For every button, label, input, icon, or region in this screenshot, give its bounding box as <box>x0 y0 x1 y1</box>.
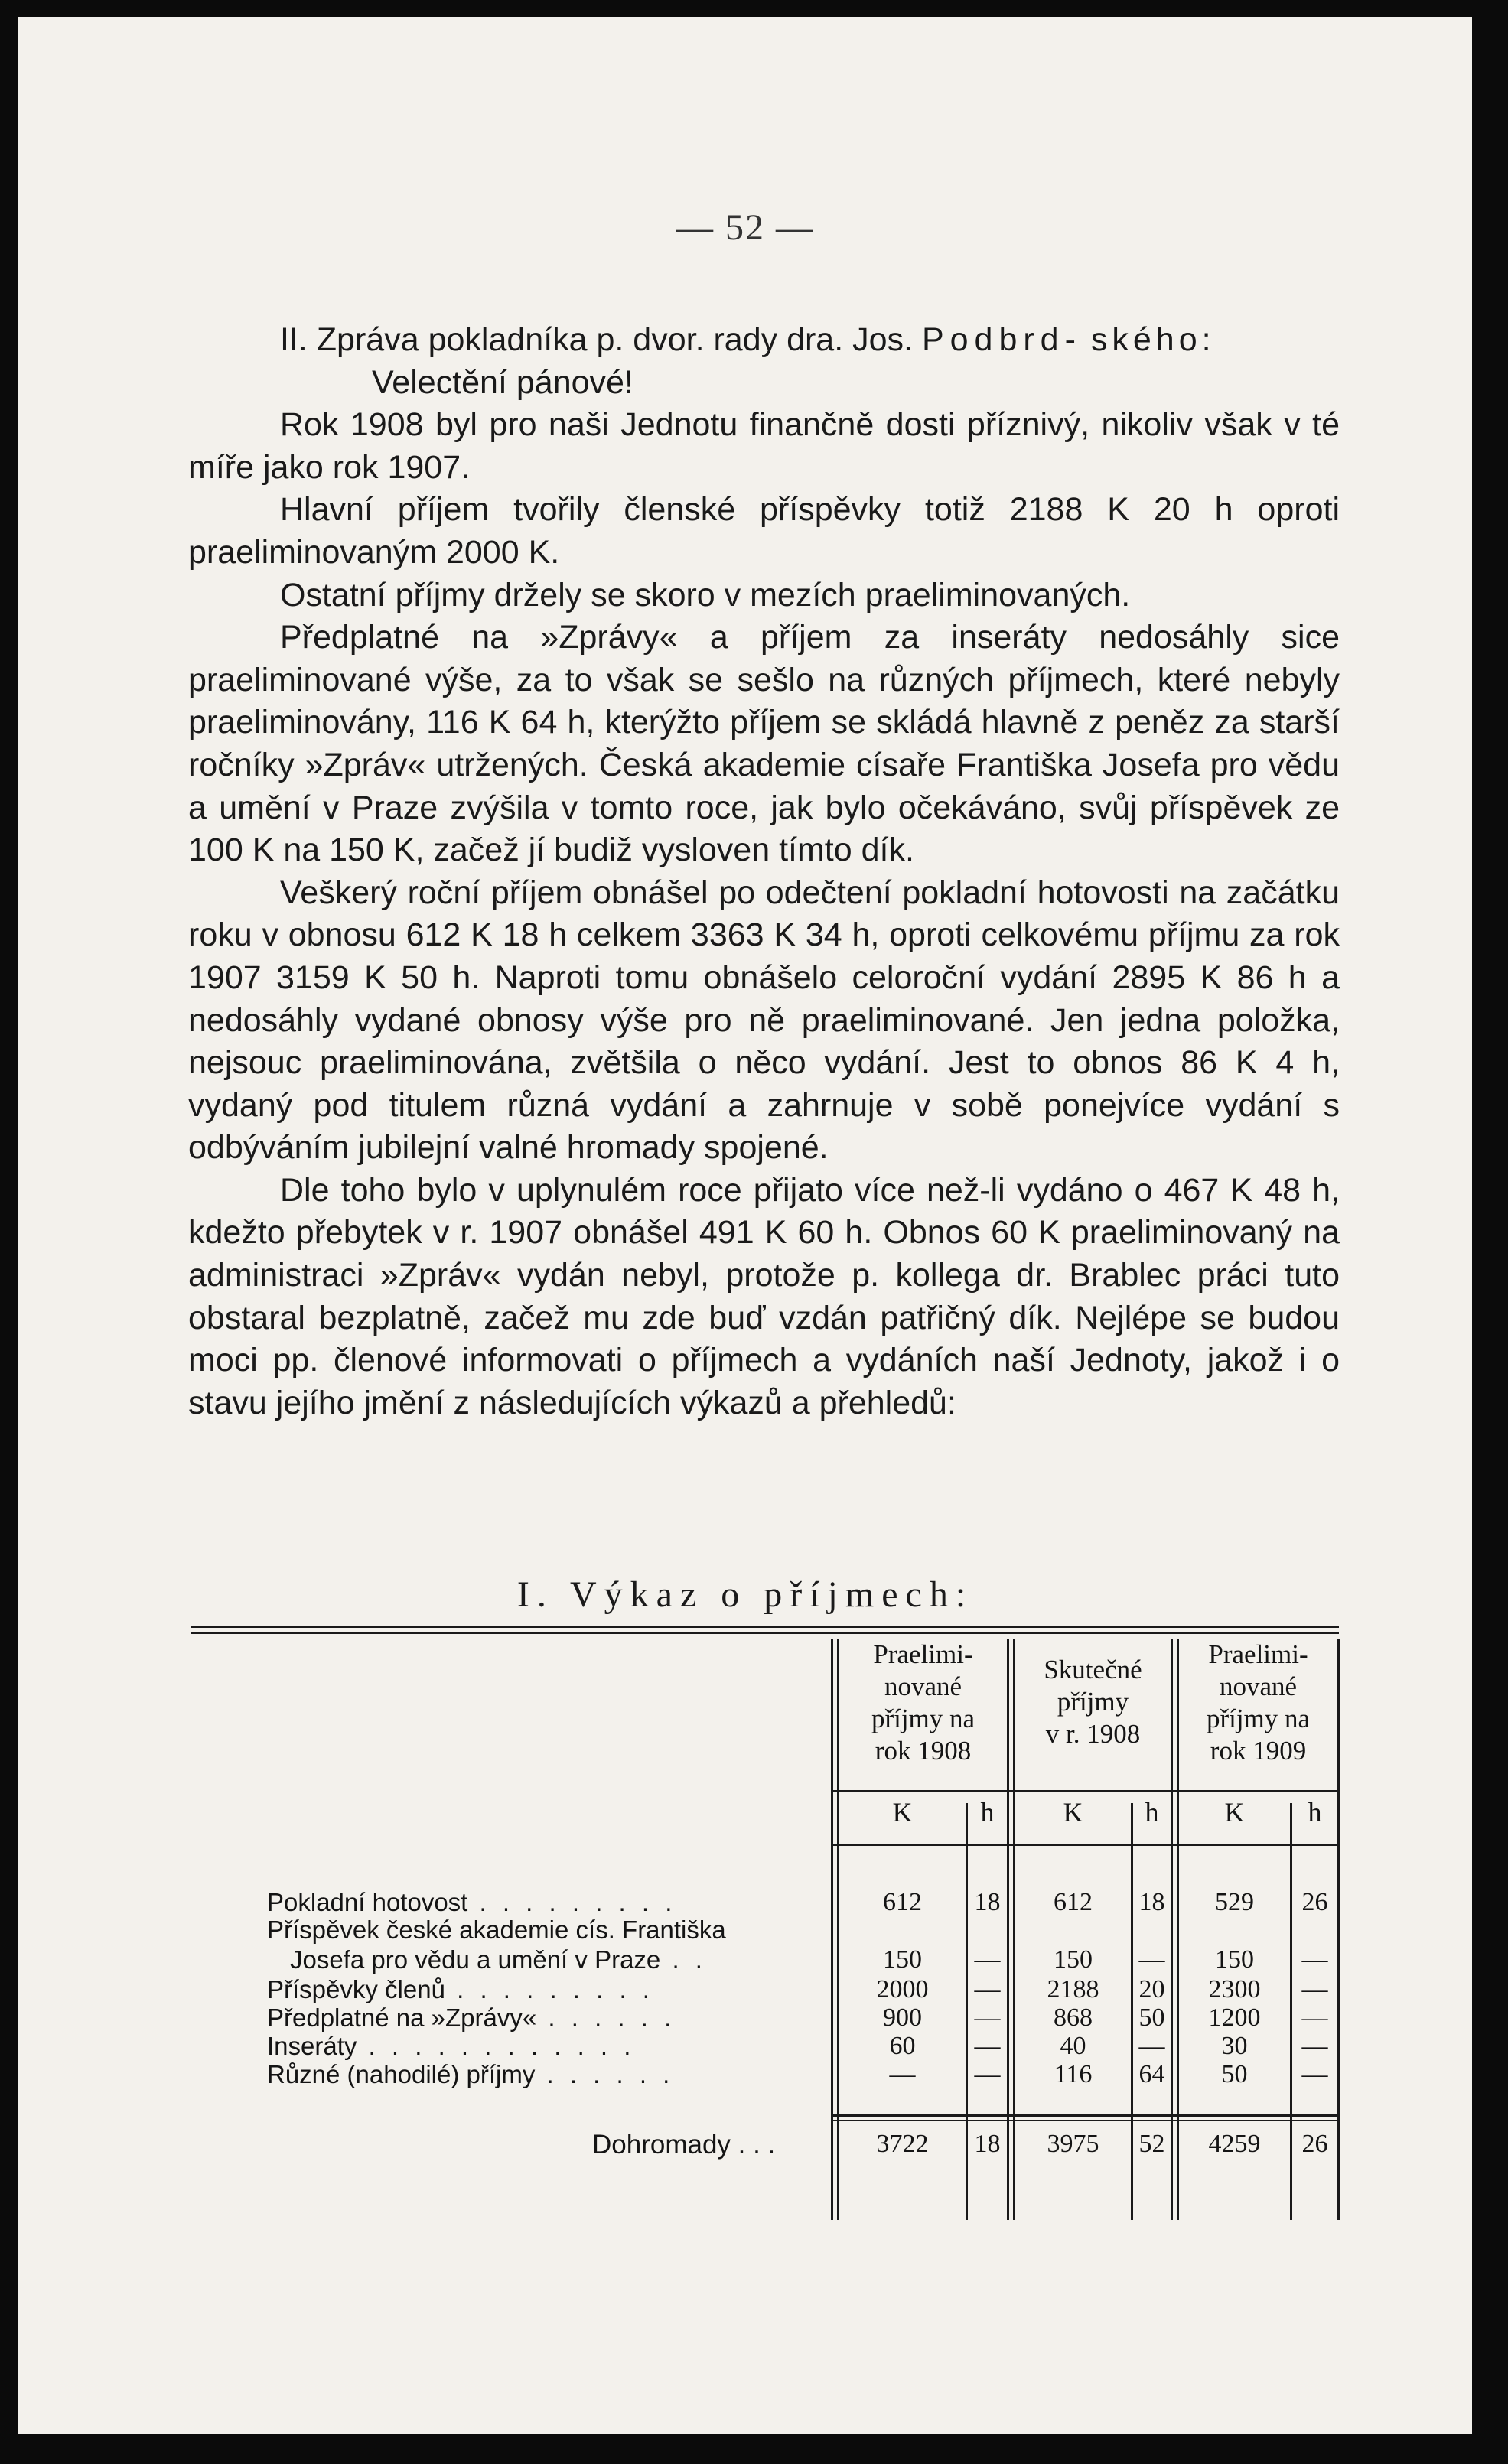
row-label <box>267 1916 833 1945</box>
heading <box>188 319 1340 362</box>
header-rule <box>831 1790 1337 1792</box>
table-cell: 64 <box>1138 2060 1165 2088</box>
row-label-text: Různé (nahodilé) příjmy <box>267 2060 536 2088</box>
table-cell: 612 <box>1054 1888 1093 1916</box>
table-cell: — <box>974 2060 1001 2088</box>
row-label-dots: . . . . . . . . . <box>467 1888 677 1916</box>
row-label <box>290 1945 856 1974</box>
table-cell: — <box>974 2003 1001 2032</box>
table-cell: 18 <box>1138 1888 1165 1916</box>
table-cell: 529 <box>1215 1888 1254 1916</box>
table-cell: 2300 <box>1208 1975 1261 2003</box>
paragraph-5: Veškerý roční příjem obnášel po odečtení pokladní hotovosti na začátku roku v obnosu 612 K 18 h celkem 3363 K 34 h, oproti celkovému příjmu za rok 1907 3159 K 50 h. Naproti tomu obnášelo celoroční vydání 2895 K 86 h a nedosáhly vydané obnosy výše pro ně praeliminované. Jen jedna položka, nejsouc praeliminována, zvětšila o něco vydání. Jest to obnos 86 K 4 h, vydaný pod titulem různá vydání a zahrnuje v sobě ponejvíce vydání s odbýváním jubilejní valné hromady spojené. <box>188 874 1340 1167</box>
row-label-dots: . . . . . . . . . . . . <box>357 2032 636 2060</box>
table-cell: — <box>974 1945 1001 1974</box>
row-label-text: Josefa pro vědu a umění v Praze <box>290 1945 661 1974</box>
table-row <box>18 1916 1472 1948</box>
table-cell: — <box>974 2032 1001 2060</box>
table-cell: 150 <box>1215 1945 1254 1974</box>
table-cell: 20 <box>1138 1975 1165 2003</box>
heading-name-part2: ského: <box>1090 321 1216 358</box>
total-value: 18 <box>974 2130 1001 2158</box>
unit-h: h <box>1145 1797 1159 1828</box>
total-value: 26 <box>1301 2130 1328 2158</box>
row-label <box>267 1975 833 2004</box>
table-cell: 30 <box>1221 2032 1248 2060</box>
table-top-rule <box>191 1626 1339 1628</box>
unit-k: K <box>1063 1797 1083 1828</box>
units-rule <box>831 1844 1337 1846</box>
table-cell: — <box>1301 2060 1328 2088</box>
row-label-dots: . . <box>660 1945 707 1974</box>
table-cell: 50 <box>1221 2060 1248 2088</box>
table-cell: 60 <box>889 2032 916 2060</box>
row-label <box>267 2003 833 2033</box>
table-cell: 40 <box>1060 2032 1086 2060</box>
paragraph-6: Dle toho bylo v uplynulém roce přijato více než-li vydáno o 467 K 48 h, kdežto přebytek v r. 1907 obnášel 491 K 60 h. Obnos 60 K praeliminovaný na administraci »Zpráv« vydán nebyl, protože p. kollega dr. Brablec práci tuto obstaral bezplatně, začež mu zde buď vzdán patřičný dík. Nejlépe se budou moci pp. členové informovati o příjmech a vydáních naší Jednoty, jakož i o stavu jejího jmění z následujících výkazů a přehledů: <box>188 1171 1340 1421</box>
heading-name-part1: Podbrd- <box>921 321 1082 358</box>
paragraph-1: Rok 1908 byl pro naši Jednotu finančně dosti příznivý, nikoliv však v té míře jako rok 1907. <box>188 406 1340 486</box>
row-label-dots: . . . . . . <box>536 2003 676 2032</box>
row-label <box>267 2060 833 2089</box>
table-cell: — <box>1301 1945 1328 1974</box>
total-row <box>18 2130 1472 2163</box>
table-cell: 18 <box>974 1888 1001 1916</box>
report-text <box>188 319 1340 1424</box>
sum-rule-thin <box>831 2120 1337 2121</box>
total-value: 3722 <box>876 2130 929 2158</box>
table-cell: 1200 <box>1208 2003 1261 2032</box>
table-cell: 612 <box>883 1888 922 1916</box>
col-header-actual-1908: Skutečné příjmy v r. 1908 <box>1044 1655 1142 1749</box>
row-label-text: Předplatné na »Zprávy« <box>267 2003 537 2032</box>
table-cell: 2188 <box>1047 1975 1099 2003</box>
row-label-dots: . . . . . . . . . <box>445 1975 654 2003</box>
table-cell: — <box>1301 2003 1328 2032</box>
total-value: 52 <box>1138 2130 1165 2158</box>
table-row <box>18 2060 1472 2093</box>
row-label-text: Příspěvky členů <box>267 1975 445 2003</box>
table-cell: 50 <box>1138 2003 1165 2032</box>
table-top-rule-thin <box>191 1632 1339 1634</box>
row-label-text: Inseráty <box>267 2032 357 2060</box>
col-header-praeliminary-1908: Praelimi- nované příjmy na rok 1908 <box>871 1639 975 1766</box>
heading-prefix: II. Zpráva pokladníka p. dvor. rady dra. Jos. <box>280 321 913 358</box>
table-cell: — <box>889 2060 916 2088</box>
row-label <box>267 1888 833 1917</box>
salutation: Velectění pánové! <box>372 363 633 401</box>
table-cell: — <box>1138 2032 1165 2060</box>
table-cell: — <box>1138 1945 1165 1974</box>
paragraph-3: Ostatní příjmy držely se skoro v mezích praeliminovaných. <box>280 576 1131 614</box>
table-cell: — <box>974 1975 1001 2003</box>
col-header-praeliminary-1909: Praelimi- nované příjmy na rok 1909 <box>1206 1639 1311 1766</box>
table-cell: 116 <box>1054 2060 1093 2088</box>
row-label-dots: . . . . . . <box>535 2060 675 2088</box>
unit-h: h <box>1308 1797 1322 1828</box>
report-title: I. Výkaz o příjmech: <box>516 1574 974 1615</box>
paragraph-2: Hlavní příjem tvořily členské příspěvky totiž 2188 K 20 h oproti praeliminovaným 2000 K. <box>188 491 1340 571</box>
unit-k: K <box>892 1797 913 1828</box>
row-label <box>267 2032 833 2061</box>
total-value: 4259 <box>1208 2130 1261 2158</box>
total-value: 3975 <box>1047 2130 1099 2158</box>
table-cell: 868 <box>1054 2003 1093 2032</box>
table-cell: — <box>1301 2032 1328 2060</box>
sum-rule <box>831 2114 1337 2117</box>
table-cell: — <box>1301 1975 1328 2003</box>
table-cell: 150 <box>883 1945 922 1974</box>
page <box>18 17 1472 2434</box>
table-cell: 150 <box>1054 1945 1093 1974</box>
row-label-text: Příspěvek české akademie cís. Františka <box>267 1916 726 1944</box>
table-cell: 900 <box>883 2003 922 2032</box>
table-cell: 2000 <box>876 1975 929 2003</box>
row-label-text: Pokladní hotovost <box>267 1888 468 1916</box>
page-number: — 52 — <box>676 207 814 248</box>
table-cell: 26 <box>1301 1888 1328 1916</box>
unit-h: h <box>980 1797 995 1828</box>
table-row <box>18 1945 1472 1978</box>
total-label: Dohromady . . . <box>592 2130 776 2160</box>
paragraph-4: Předplatné na »Zprávy« a příjem za inseráty nedosáhly sice praeliminované výše, za to však se sešlo na různých příjmech, které nebyly praeliminovány, 116 K 64 h, kterýžto příjem se skládá hlavně z peněz za starší ročníky »Zpráv« utržených. Česká akademie císaře Františka Josefa pro vědu a umění v Praze zvýšila v tomto roce, jak bylo očekáváno, svůj příspěvek ze 100 K na 150 K, začež jí budiž vysloven tímto dík. <box>188 619 1340 869</box>
unit-k: K <box>1224 1797 1245 1828</box>
